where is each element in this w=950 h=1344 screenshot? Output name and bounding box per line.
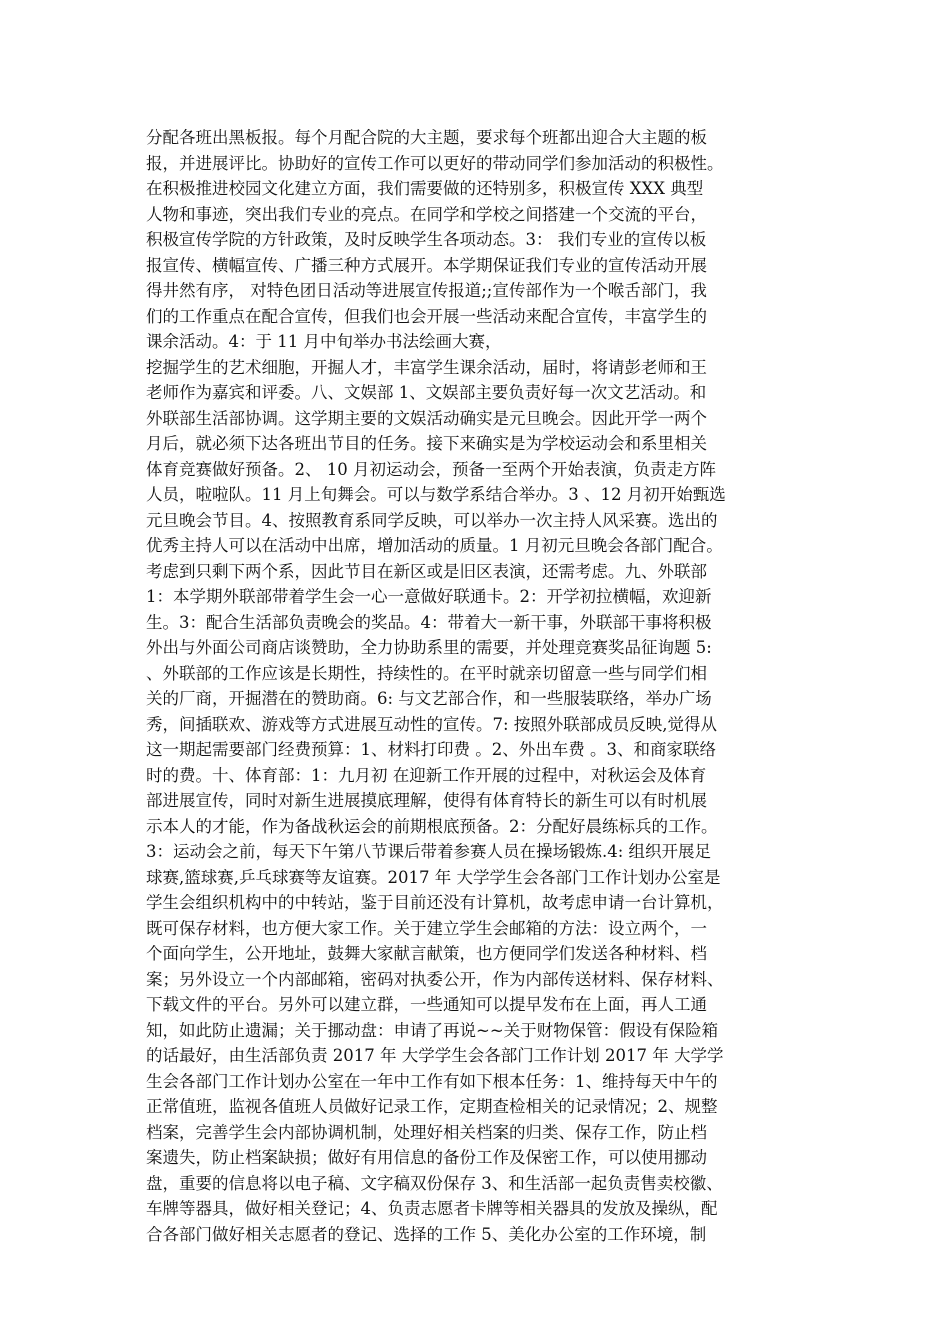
text-line: 体育竞赛做好预备。2、 10 月初运动会，预备一至两个开始表演，负责走方阵 — [146, 459, 716, 479]
text-line: 档案，完善学生会内部协调机制，处理好相关档案的归类、保存工作，防止档 — [146, 1122, 707, 1142]
text-line: 秀，间插联欢、游戏等方式进展互动性的宣传。7: 按照外联部成员反映,觉得从 — [146, 714, 718, 734]
text-line: 外出与外面公司商店谈赞助，全力协助系里的需要，并处理竞赛奖品征询题 5: — [146, 638, 712, 657]
text-line: 合各部门做好相关志愿者的登记、选择的工作 5、美化办公室的工作环境，制 — [146, 1224, 707, 1244]
text-line: 考虑到只剩下两个系，因此节目在新区或是旧区表演，还需考虑。九、外联部 — [146, 561, 707, 581]
text-line: 分配各班出黑板报。每个月配合院的大主题，要求每个班都出迎合大主题的板 — [146, 128, 707, 147]
text-line: 在积极推进校园文化建立方面，我们需要做的还特别多，积极宣传 XXX 典型 — [146, 179, 704, 198]
text-line: 人物和事迹，突出我们专业的亮点。在同学和学校之间搭建一个交流的平台， — [146, 204, 707, 224]
text-line: 既可保存材料，也方便大家工作。关于建立学生会邮箱的方法：设立两个，一 — [146, 918, 707, 938]
text-line: 球赛,篮球赛,乒乓球赛等友谊赛。2017 年 大学学生会各部门工作计划办公室是 — [146, 867, 721, 887]
text-line: 案；另外设立一个内部邮箱，密码对执委公开，作为内部传送材料、保存材料、 — [146, 969, 724, 989]
text-line: 学生会组织机构中的中转站，鉴于目前还没有计算机，故考虑申请一台计算机， — [146, 893, 724, 912]
text-line: 得井然有序， 对特色团日活动等进展宣传报道;;宣传部作为一个喉舌部门，我 — [146, 281, 707, 300]
text-line: 示本人的才能，作为备战秋运会的前期根底预备。2：分配好晨练标兵的工作。 — [146, 816, 718, 836]
text-line: 积极宣传学院的方针政策，及时反映学生各项动态。3： 我们专业的宣传以板 — [146, 230, 707, 249]
text-line: 、外联部的工作应该是长期性，持续性的。在平时就亲切留意一些与同学们相 — [146, 663, 707, 683]
text-line: 的话最好，由生活部负责 2017 年 大学学生会各部门工作计划 2017 年 大学学 — [146, 1046, 724, 1065]
text-line: 报，并进展评比。协助好的宣传工作可以更好的带动同学们参加活动的积极性。 — [146, 153, 724, 173]
text-line: 老师作为嘉宾和评委。八、文娱部 1、文娱部主要负责好每一次文艺活动。和 — [146, 383, 707, 402]
text-line: 这一期起需要部门经费预算：1、材料打印费 。2、外出车费 。3、和商家联络 — [146, 740, 716, 759]
text-line: 盘，重要的信息将以电子稿、文字稿双份保存 3、和生活部一起负责售卖校徽、 — [146, 1173, 723, 1193]
text-line: 个面向学生，公开地址，鼓舞大家献言献策，也方便同学们发送各种材料、档 — [146, 944, 707, 963]
text-line: 课余活动。4：于 11 月中旬举办书法绘画大赛， — [146, 332, 502, 351]
text-line: 元旦晚会节目。4、按照教育系同学反映，可以举办一次主持人风采赛。选出的 — [146, 510, 718, 530]
text-line: 外联部生活部协调。这学期主要的文娱活动确实是元旦晚会。因此开学一两个 — [146, 408, 707, 428]
text-line: 正常值班，监视各值班人员做好记录工作，定期查检相关的记录情况；2、规整 — [146, 1097, 718, 1116]
text-line: 下载文件的平台。另外可以建立群，一些通知可以提早发布在上面，再人工通 — [146, 995, 707, 1014]
text-line: 人员，啦啦队。11 月上旬舞会。可以与数学系结合举办。3 、12 月初开始甄选 — [146, 485, 726, 504]
text-line: 时的费。十、体育部：1：九月初 在迎新工作开展的过程中，对秋运会及体育 — [146, 765, 707, 785]
text-line: 们的工作重点在配合宣传，但我们也会开展一些活动来配合宣传，丰富学生的 — [146, 306, 707, 326]
text-line: 月后，就必须下达各班出节目的任务。接下来确实是为学校运动会和系里相关 — [146, 434, 707, 453]
text-line: 部进展宣传，同时对新生进展摸底理解，使得有体育特长的新生可以有时机展 — [146, 791, 707, 810]
text-line: 生会各部门工作计划办公室在一年中工作有如下根本任务：1、维持每天中午的 — [146, 1071, 718, 1091]
text-line: 案遗失，防止档案缺损；做好有用信息的备份工作及保密工作，可以使用挪动 — [146, 1148, 707, 1167]
text-line: 报宣传、横幅宣传、广播三种方式展开。本学期保证我们专业的宣传活动开展 — [146, 255, 707, 275]
text-line: 挖掘学生的艺术细胞，开掘人才，丰富学生课余活动，届时，将请彭老师和王 — [146, 357, 707, 377]
text-line: 1：本学期外联部带着学生会一心一意做好联通卡。2：开学初拉横幅，欢迎新 — [146, 587, 712, 606]
text-line: 3：运动会之前，每天下午第八节课后带着参赛人员在操场锻炼.4: 组织开展足 — [146, 842, 712, 861]
body-text — [146, 125, 818, 1247]
text-line: 生。3：配合生活部负责晚会的奖品。4：带着大一新干事，外联部干事将积极 — [146, 612, 712, 632]
text-line: 优秀主持人可以在活动中出席，增加活动的质量。1 月初元旦晚会各部门配合。 — [146, 536, 723, 555]
text-line: 车牌等器具，做好相关登记；4、负责志愿者卡牌等相关器具的发放及操纵，配 — [146, 1199, 718, 1218]
text-line: 关的厂商，开掘潜在的赞助商。6: 与文艺部合作，和一些服装联络，举办广场 — [146, 689, 712, 708]
text-line: 知，如此防止遗漏；关于挪动盘：申请了再说~~关于财物保管：假设有保险箱 — [146, 1020, 719, 1040]
